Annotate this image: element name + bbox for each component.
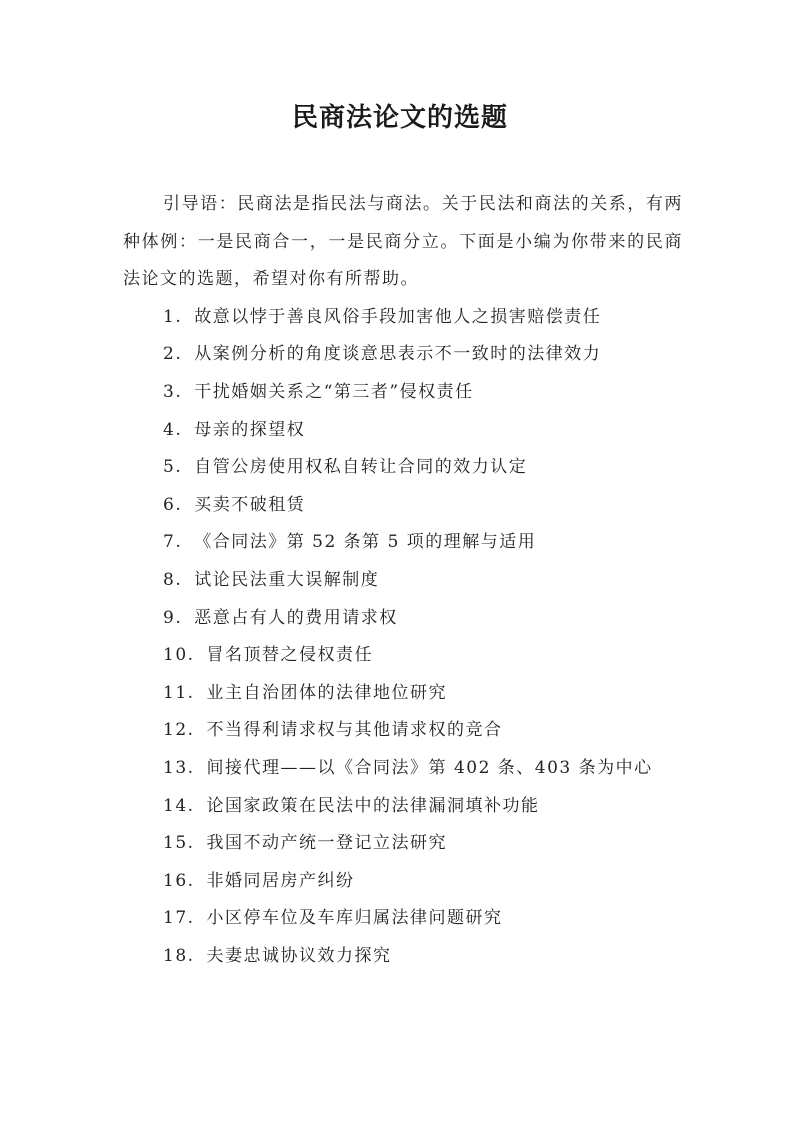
list-item: [123, 299, 683, 337]
page-title: 民商法论文的选题: [291, 103, 508, 133]
item-text: 自管公房使用权私自转让合同的效力认定: [194, 457, 528, 478]
document-body: [123, 186, 683, 975]
item-number: 5.: [163, 457, 183, 478]
item-text: 非婚同居房产纠纷: [206, 870, 355, 891]
list-item: [123, 562, 683, 600]
item-number: 7.: [163, 532, 183, 553]
item-text: 试论民法重大误解制度: [194, 569, 380, 590]
item-number: 10.: [163, 645, 195, 666]
item-text: 故意以悖于善良风俗手段加害他人之损害赔偿责任: [194, 306, 602, 327]
item-text: 《合同法》第 52 条第 5 项的理解与适用: [194, 532, 537, 553]
item-text: 不当得利请求权与其他请求权的竞合: [206, 720, 503, 741]
item-number: 2.: [163, 344, 183, 365]
item-number: 8.: [163, 569, 183, 590]
list-item: [123, 336, 683, 374]
list-item: [123, 825, 683, 863]
list-item: [123, 750, 683, 788]
item-number: 4.: [163, 419, 183, 440]
list-item: [123, 938, 683, 976]
item-number: 11.: [163, 682, 195, 703]
item-text: 业主自治团体的法律地位研究: [206, 682, 448, 703]
list-item: [123, 900, 683, 938]
item-text: 小区停车位及车库归属法律问题研究: [206, 908, 503, 929]
list-item: [123, 675, 683, 713]
item-number: 1.: [163, 306, 183, 327]
item-text: 母亲的探望权: [194, 419, 306, 440]
list-item: [123, 449, 683, 487]
intro-paragraph: 引导语：民商法是指民法与商法。关于民法和商法的关系，有两种体例：一是民商合一，一是民商分立。下面是小编为你带来的民商法论文的选题，希望对你有所帮助。: [123, 194, 683, 290]
item-text: 干扰婚姻关系之“第三者”侵权责任: [194, 381, 474, 402]
item-number: 3.: [163, 381, 183, 402]
item-number: 15.: [163, 833, 195, 854]
list-item: [123, 600, 683, 638]
item-number: 14.: [163, 795, 195, 816]
item-text: 夫妻忠诚协议效力探究: [206, 945, 392, 966]
list-item: [123, 524, 683, 562]
list-item: [123, 412, 683, 450]
item-text: 我国不动产统一登记立法研究: [206, 833, 448, 854]
list-item: [123, 637, 683, 675]
item-number: 13.: [163, 757, 195, 778]
item-number: 18.: [163, 945, 195, 966]
list-item: [123, 788, 683, 826]
item-number: 17.: [163, 908, 195, 929]
item-text: 冒名顶替之侵权责任: [206, 645, 374, 666]
item-text: 恶意占有人的费用请求权: [194, 607, 398, 628]
list-item: [123, 863, 683, 901]
item-text: 从案例分析的角度谈意思表示不一致时的法律效力: [194, 344, 602, 365]
item-number: 16.: [163, 870, 195, 891]
item-text: 论国家政策在民法中的法律漏洞填补功能: [206, 795, 540, 816]
list-item: [123, 712, 683, 750]
item-text: 间接代理——以《合同法》第 402 条、403 条为中心: [206, 757, 653, 778]
item-number: 9.: [163, 607, 183, 628]
item-text: 买卖不破租赁: [194, 494, 306, 515]
item-number: 12.: [163, 720, 195, 741]
topic-list: [123, 299, 683, 976]
list-item: [123, 374, 683, 412]
item-number: 6.: [163, 494, 183, 515]
list-item: [123, 487, 683, 525]
